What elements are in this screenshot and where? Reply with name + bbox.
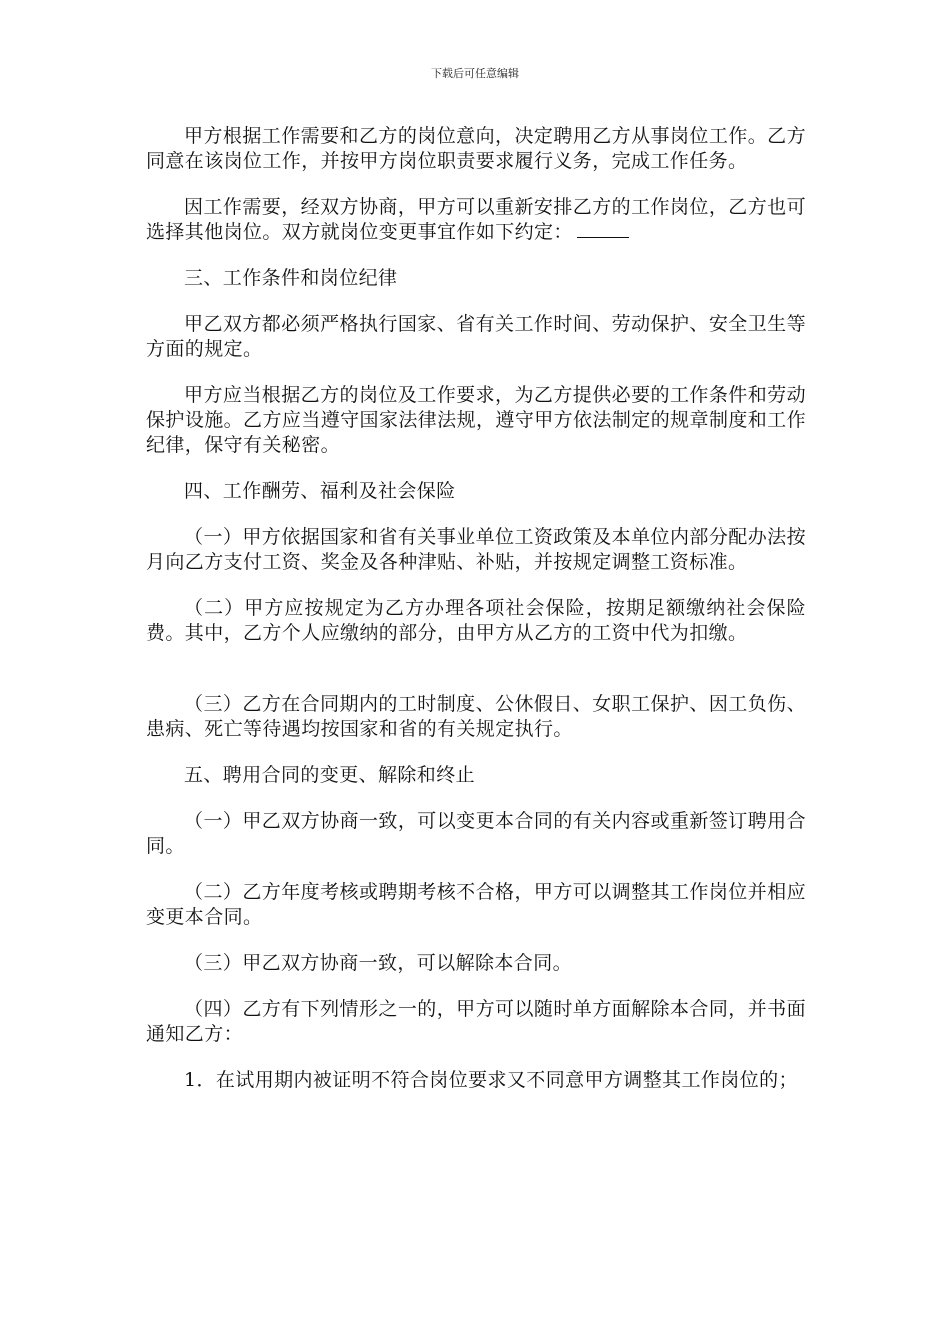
document-body (146, 124, 806, 1093)
paragraph-working-hours: （三）乙方在合同期内的工时制度、公休假日、女职工保护、因工负伤、患病、死亡等待遇均按国家和省的有关规定执行。 (146, 693, 806, 740)
paragraph-job-assignment: 甲方根据工作需要和乙方的岗位意向，决定聘用乙方从事岗位工作。乙方同意在该岗位工作，并按甲方岗位职责要求履行义务，完成工作任务。 (146, 125, 806, 172)
paragraph-job-change (146, 195, 806, 245)
paragraph-unilateral-termination: （四）乙方有下列情形之一的，甲方可以随时单方面解除本合同，并书面通知乙方： (146, 998, 806, 1045)
paragraph-mutual-termination: （三）甲乙双方协商一致，可以解除本合同。 (184, 952, 573, 974)
fill-in-blank (577, 221, 629, 238)
paragraph-social-insurance: （二）甲方应按规定为乙方办理各项社会保险，按期足额缴纳社会保险费。其中，乙方个人应缴纳的部分，由甲方从乙方的工资中代为扣缴。 (146, 597, 806, 644)
section-heading-5: 五、聘用合同的变更、解除和终止 (184, 764, 476, 786)
section-heading-3: 三、工作条件和岗位纪律 (184, 267, 398, 289)
paragraph-work-conditions: 甲方应当根据乙方的岗位及工作要求，为乙方提供必要的工作条件和劳动保护设施。乙方应当遵守国家法律法规，遵守甲方依法制定的规章制度和工作纪律，保守有关秘密。 (146, 384, 806, 456)
section-heading-4: 四、工作酬劳、福利及社会保险 (184, 480, 456, 502)
paragraph-regulations: 甲乙双方都必须严格执行国家、省有关工作时间、劳动保护、安全卫生等方面的规定。 (146, 313, 806, 360)
paragraph-salary: （一）甲方依据国家和省有关事业单位工资政策及本单位内部分配办法按月向乙方支付工资、奖金及各种津贴、补贴，并按规定调整工资标准。 (146, 526, 806, 573)
paragraph-contract-change: （一）甲乙双方协商一致，可以变更本合同的有关内容或重新签订聘用合同。 (146, 810, 806, 857)
paragraph-job-change-text: 因工作需要，经双方协商，甲方可以重新安排乙方的工作岗位，乙方也可选择其他岗位。双方就岗位变更事宜作如下约定： (146, 196, 806, 243)
page-header-note: 下载后可任意编辑 (431, 67, 519, 80)
paragraph-assessment: （二）乙方年度考核或聘期考核不合格，甲方可以调整其工作岗位并相应变更本合同。 (146, 881, 806, 928)
list-item-1: 1．在试用期内被证明不符合岗位要求又不同意甲方调整其工作岗位的； (184, 1069, 798, 1091)
